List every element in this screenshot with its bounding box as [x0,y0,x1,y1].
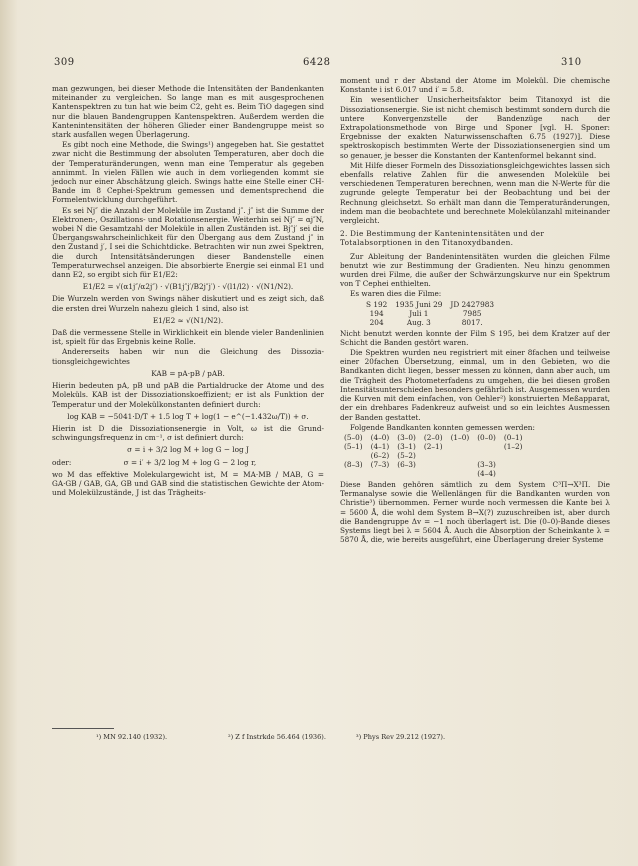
table-row [362,309,498,318]
paragraph: Es waren dies die Filme: [350,289,442,299]
paragraph: Folgende Bandkanten konnten gemessen werden: [350,422,535,432]
table-cell: 8017. [461,317,483,327]
table-cell [420,469,447,478]
table-cell [367,469,394,478]
paragraph: Andererseits haben wir nun die Gleichung des Dissoziationsgleichgewichtes [52,347,324,366]
table-cell: (6–2) [370,450,390,460]
table-cell: (5–1) [344,441,363,451]
paragraph: Diese Banden gehören sämtlich zu dem System C³Π→X³Π. Die Termanalyse sowie die Wellenlängen für die Bandkanten wurden von Christie³) übernommen. Ferner wurde noch vermessen die Kante bei λ = 5600 Å, die wohl dem System B→X(?) zuzuschreiben ist, aber durch die Bandengruppe Δv = −1 noch überlagert ist. Die (0–0)-Bande dieses Systems liegt bei λ = 5604 Å. Auch die Absorption der Scheinkante λ = 5870 Å, die, wie bereits ausgeführt, eine Überlagerung dreier Systeme [340,479,610,545]
table-cell: (7–3) [370,459,390,469]
table-cell [447,442,474,451]
table-cell [473,442,500,451]
table-cell: (3–0) [397,432,416,442]
paragraph: wo M das effektive Molekulargewicht ist, M = MA·MB / MAB, G = GA·GB / GAB, GA, GB und GAB sind die statistischen Gewichte der Atom- und Molekülzustände, J ist das Trägheits- [52,469,324,498]
table-cell: (1–2) [503,441,523,451]
page-edge-shadow [0,0,18,866]
paragraph: Die Wurzeln werden von Swings näher diskutiert und es zeigt sich, daß die ersten drei Wurzeln nahezu gleich 1 sind, also ist [52,294,324,313]
table-cell [393,469,420,478]
table-cell: (4–1) [370,441,390,451]
films-table [362,300,498,327]
footnote: ¹) MN 92.140 (1932). [96,733,168,741]
table-cell: (3–1) [397,441,416,451]
table-cell [500,469,527,478]
footnote: ³) Phys Rev 29.212 (1927). [356,733,446,741]
table-cell: (4–4) [477,468,496,478]
table-cell [500,451,527,460]
table-cell: (8–3) [344,459,363,469]
table-row [340,442,526,451]
equation: E1/E2 = √(α1j″/α2j″) · √(B1j″j′/B2j″j′) · √(l1/l2) · √(N1/N2). [82,282,294,292]
equation: log KAB = −5041·D/T + 1.5 log T + log(1 − e^(−1.432ω/T)) + σ. [67,411,309,421]
table-cell: (6–3) [397,459,416,469]
page-number-left: 309 [54,57,75,68]
equation-row [52,458,324,467]
section-heading: 2. Die Bestimmung der Kantenintensitäten und der Totalabsorptionen in den Titanoxydbanden. [340,229,545,248]
table-cell [447,469,474,478]
table-cell: (5–2) [397,450,416,460]
table-cell: JD 2427983 [450,299,494,309]
page-number-center: 6428 [303,57,331,68]
table-row [340,433,526,442]
paragraph: man gezwungen, bei dieser Methode die Intensitäten der Bandenkanten miteinander zu vergleichen. So lange man es mit ausgesprochenen Kantenspektren zu tun hat wie beim C2, geht es. Beim TiO dagegen sind nur die blauen Bandengruppen Kantenspektren. Außerdem werden die Kantenintensitäten der höheren Glieder einer Bandengruppe meist so stark ausfallen wegen Überlagerung. [52,84,324,140]
table-cell: S 192 [366,299,388,309]
table-row [362,300,498,309]
table-cell [447,460,474,469]
table-cell: (3–3) [477,459,496,469]
paragraph: moment und r der Abstand der Atome im Molekül. Die chemische Konstante i ist 6.017 und i′ = 5.8. [340,76,610,95]
table-cell: (5–0) [344,432,363,442]
paragraph: Ein wesentlicher Unsicherheitsfaktor beim Titanoxyd ist die Dissoziationsenergie. Sie ist nicht chemisch bestimmt sondern durch die untere Konvergenzstelle der Bandenzüge nach der Extrapolationsmethode von Birge und Sponer [vgl. H. Sponer: Ergebnisse der exakten Naturwissenschaften 6.75 (1927)]. Diese spektroskopisch bestimmten Werte der Dissoziationsenergien sind um so genauer, je besser die Konstanten der Kantenformel bekannt sind. [340,95,610,160]
table-cell [500,460,527,469]
equation: σ = i + 3/2 log M + log G − log J [127,445,249,455]
table-cell [340,469,367,478]
footnote-rule [52,728,114,729]
table-cell: 204 [369,317,384,327]
table-cell: Juli 1 [409,308,429,318]
table-cell: Aug. 3 [406,317,431,327]
page-number-right: 310 [561,57,582,68]
paragraph: Es sei Nj″ die Anzahl der Moleküle im Zustand j″. j″ ist die Summe der Elektronen-, Oszillations- und Rotationsenergie. Weiterhin sei Nj″ = αj″N, wobei N die Gesamtzahl der Moleküle in allen Zuständen ist. Bj″j′ sei die Übergangswahrscheinlichkeit für den Übergang aus dem Zustand j″ in den Zustand j′, I sei die Schichtdicke. Betrachten wir nun zwei Spektren, die durch Intensitätsänderungen dieser Bandenstelle einen Temperaturwechsel anzeigen. Die absorbierte Energie sei einmal E1 und dann E2, so ergibt sich für E1/E2: [52,205,324,280]
equation: KAB = pA·pB / pAB. [151,368,225,378]
table-cell [420,451,447,460]
footnote: ²) Z f Instrkde 56.464 (1936). [228,733,326,741]
table-cell: (2–1) [423,441,443,451]
left-column [52,84,324,498]
table-cell: 1935 Juni 29 [395,299,443,309]
table-cell: (0–0) [477,432,496,442]
table-cell [447,451,474,460]
paragraph: Hierin ist D die Dissoziationsenergie in Volt, ω ist die Grundschwingungsfrequenz in cm⁻¹, σ ist definiert durch: [52,423,324,443]
table-cell: (0–1) [503,432,523,442]
table-cell [420,460,447,469]
table-cell: (2–0) [423,432,443,442]
equation: σ = i′ + 3/2 log M + log G − 2 log r, [123,457,257,467]
paragraph: Nicht benutzt werden konnte der Film S 195, bei dem Kratzer auf der Schicht die Banden gestört waren. [340,328,610,347]
table-cell [473,451,500,460]
table-row [340,451,526,460]
table-cell [340,451,367,460]
paragraph: Mit Hilfe dieser Formeln des Dissoziationsgleichgewichtes lassen sich ebenfalls relative Zahlen für die anwesenden Moleküle bei verschiedenen Temperaturen berechnen, wenn man die N-Werte für die zugrunde gelegte Temperatur bei der Beobachtung und bei der Rechnung gleichsetzt. So erhält man dann die Temperaturänderungen, indem man die beobachtete und berechnete Molekülanzahl miteinander vergleicht. [340,160,610,226]
table-cell: 7985 [462,308,482,318]
table-row [340,469,526,478]
table-cell: (1–0) [450,432,470,442]
paragraph: Daß die vermessene Stelle in Wirklichkeit ein blende vieler Bandenlinien ist, spielt für das Ergebnis keine Rolle. [52,328,324,347]
right-column [340,76,610,545]
equation: E1/E2 ≈ √(N1/N2). [152,315,224,325]
paragraph: Zur Ableitung der Bandenintensitäten wurden die gleichen Filme benutzt wie zur Bestimmung der Gradienten. Neu hinzu genommen wurden drei Filme, die außer der Schwärzungskurve nur ein Spektrum von T Cephei enthielten. [340,251,610,289]
equation-label: oder: [52,457,72,467]
paragraph: Es gibt noch eine Methode, die Swings¹) angegeben hat. Sie gestattet zwar nicht die Bestimmung der absoluten Temperaturen, aber doch die der Temperaturänderungen, wenn man eine Temperatur als gegeben annimmt. In vielen Fällen wie auch in dem vorliegenden kommt sie jedoch nur einer Abschätzung gleich. Swings hatte eine Stelle einer CH-Bande im 8 Cephei-Spektrum gemessen und dementsprechend die Formelentwicklung durchgeführt. [52,140,324,205]
paragraph: Die Spektren wurden neu registriert mit einer 8fachen und teilweise einer 20fachen Übersetzung, einmal, um in den Gebieten, wo die Bandkanten dicht liegen, besser messen zu können, dann aber auch, um die Trägheit des Photometerfadens zu umgehen, die bei diesen großen Intensitätsunterschieden besonders gefährlich ist. Ausgemessen wurden die Kurven mit dem einfachen, von Oehler²) konstruierten Meßapparat, der ein drehbares Fadenkreuz aufweist und so ein leichtes Ausmessen der Banden gestattet. [340,348,610,422]
table-row [340,460,526,469]
paragraph: Hierin bedeuten pA, pB und pAB die Partialdrucke der Atome und des Moleküls. KAB ist der Dissoziationskoeffizient; er ist als Funktion der Temperatur und der Molekülkonstanten definiert durch: [52,381,324,409]
table-row [362,318,498,327]
bands-table [340,433,526,478]
table-cell: 194 [369,308,384,318]
table-cell: (4–0) [370,432,390,442]
